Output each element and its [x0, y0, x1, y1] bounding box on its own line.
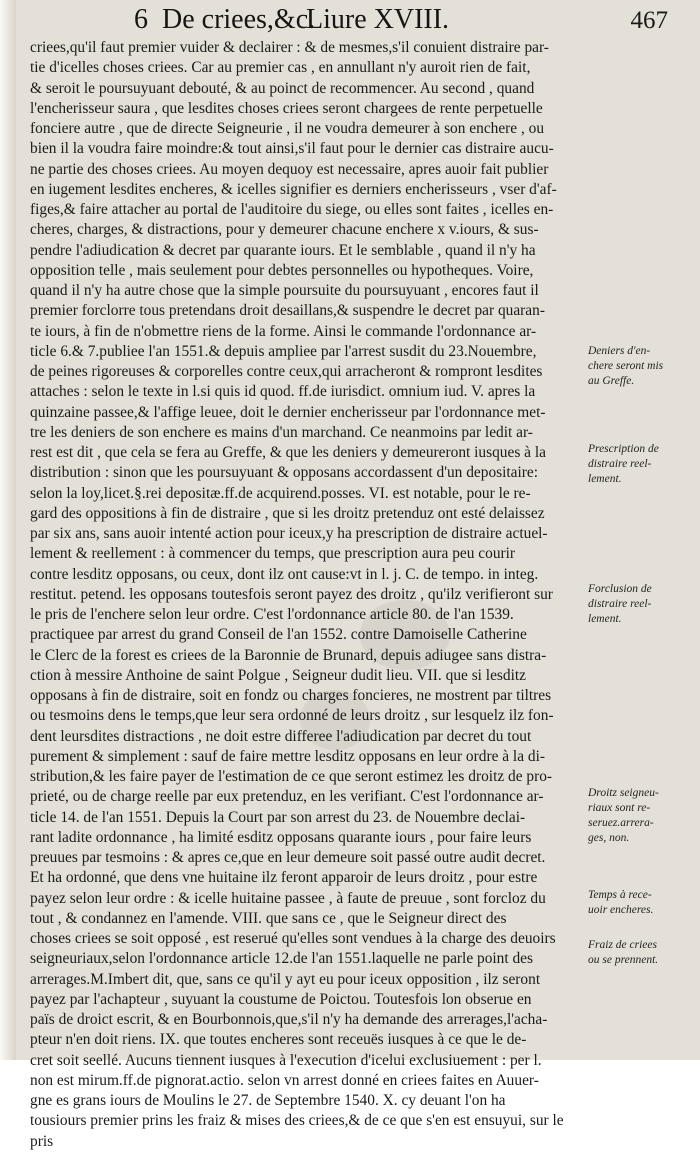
- marginal-note-line: ges, non.: [588, 832, 630, 844]
- text-line: prieté, ou de charge reelle par eux pretenduz, en les verifiant. C'est l'ordonnance ar-: [30, 788, 544, 806]
- text-line: ticle 6.& 7.publiee l'an 1551.& depuis ampliee par l'arrest susdit du 23.Nouembre,: [30, 342, 537, 360]
- text-line: purement & simplement : sauf de faire mettre lesditz opposans en leur ordre à la di-: [30, 747, 545, 765]
- marginal-note: [588, 888, 696, 918]
- text-line: pteur n'en doit riens. IX. que toutes encheres sont receuës iusques à ce que le de-: [30, 1031, 527, 1049]
- marginal-note: [588, 582, 696, 627]
- text-line: cret soit seellé. Aucuns tiennent iusques à l'execution d'icelui exclusiuement : per l.: [30, 1051, 542, 1069]
- text-line: ne partie des choses criees. Au moyen dequoy est necessaire, apres auoir fait publier: [30, 160, 549, 178]
- text-line: le pris de l'enchere selon leur ordre. C'est l'ordonnance article 80. de l'an 1539.: [30, 606, 514, 623]
- text-line: quand il n'y ha autre chose que la simple poursuite du poursuyuant , encores faut il: [30, 282, 539, 299]
- marginal-note-line: ou se prennent.: [588, 954, 659, 966]
- text-line: dent leursdites distractions , ne doit estre differee l'adiudication par decret du tout: [30, 727, 532, 745]
- text-line: choses criees se soit opposé , est reserué qu'elles sont vendues à la charge des deuoirs: [30, 930, 556, 947]
- text-line: pendre l'adiudication & decret par quarante iours. Et le semblable , quand il n'y ha: [30, 241, 536, 259]
- marginal-note: [588, 442, 696, 487]
- text-line: contre lesditz opposans, ou ceux, dont ilz ont cause:vt in l. j. C. de tempo. in integ.: [30, 565, 539, 583]
- text-line: criees,qu'il faut premier vuider & declairer : & de mesmes,s'il conuient distraire par-: [30, 39, 549, 56]
- text-line: preuues par tesmoins : & apres ce,que en leur demeure soit passé outre audit decret.: [30, 849, 546, 866]
- text-line: l'encherisseur saura , que lesdites choses criees seront chargees de rente perpetuelle: [30, 99, 543, 117]
- marginal-note-line: seruez.arrera-: [588, 817, 654, 829]
- text-line: le Clerc de la forest es criees de la Baronnie de Brunard, depuis adiugee sans distra-: [30, 646, 547, 664]
- text-line: pris: [30, 1132, 54, 1150]
- marginal-note-line: uoir encheres.: [588, 904, 654, 916]
- marginal-note-line: Forclusion de: [588, 583, 652, 595]
- text-line: de peines rigoreuses & corporelles contre ceux,qui arracheront & rompront lesdites: [30, 363, 543, 380]
- text-line: attaches : selon le texte in l.si quis id quod. ff.de iurisdict. omnium iud. V. apres la: [30, 383, 536, 401]
- text-line: rest est dit , que cela se fera au Greffe, & que les deniers y demeureront iusques à la: [30, 444, 546, 461]
- text-line: fonciere autre , que de directe Seigneurie , il ne voudra demeurer à son enchere , ou: [30, 120, 545, 137]
- marginal-note: [588, 344, 696, 389]
- text-line: cheres, charges, & distractions, pour y demeurer chacune enchere x v.iours, & sus-: [30, 221, 539, 239]
- text-line: distribution : sinon que les poursuyuant & opposans accordassent d'un depositaire:: [30, 464, 539, 482]
- marginal-note: [588, 938, 696, 968]
- text-line: gne es grans iours de Moulins le 27. de Septembre 1540. X. cy deuant l'on ha: [30, 1092, 506, 1109]
- text-line: practiquee par arrest du grand Conseil de l'an 1552. contre Damoiselle Catherine: [30, 626, 527, 644]
- text-line: payez selon leur ordre : & icelle huitaine passee , à faute de preuue , sont forcloz du: [30, 889, 546, 907]
- marginal-note-line: distraire reel-: [588, 458, 652, 470]
- text-line: non est mirum.ff.de pignorat.actio. selon vn arrest donné en criees faites en Auuer-: [30, 1071, 539, 1089]
- text-line: ticle 14. de l'an 1551. Depuis la Court par son arrest du 23. de Nouembre declai-: [30, 808, 526, 826]
- text-line: gard des oppositions à fin de distraire , que si les droitz pretenduz ont esté delaissez: [30, 504, 545, 522]
- text-line: quinzaine passee,& l'affige leuee, doit le dernier encherisseur par l'ordonnance met-: [30, 403, 546, 421]
- running-title: De criees,&c.: [162, 4, 316, 35]
- marginal-note-line: distraire reel-: [588, 598, 652, 610]
- page-gutter: [0, 0, 16, 1060]
- text-line: figes,& faire attacher au portal de l'auditoire du siege, ou elles sont faites , icelles en-: [30, 201, 554, 218]
- text-line: Et ha ordonné, que dens vne huitaine ilz feront apparoir de leurs droitz , pour estre: [30, 869, 538, 887]
- text-line: te iours, à fin de n'obmettre riens de la forme. Ainsi le commande l'ordonnance ar-: [30, 322, 537, 340]
- text-line: païs de droict escrit, & en Bourbonnois,que,s'il n'y ha demande des arrerages,l'acha-: [30, 1011, 548, 1028]
- text-line: tre les deniers de son enchere es mains d'un marchand. Ce neanmoins par ledit ar-: [30, 423, 533, 441]
- marginal-note-line: Prescription de: [588, 443, 659, 455]
- marginal-note-line: Temps à rece-: [588, 889, 652, 901]
- text-line: tie d'icelles choses criees. Car au premier cas , en annullant n'y auroit rien de fait,: [30, 59, 531, 77]
- text-line: stribution,& les faire payer de l'estimation de ce que seront estimez les droitz de pro-: [30, 768, 553, 785]
- text-line: opposans à fin de distraire, soit en fondz ou charges foncieres, ne mostrent par tiltres: [30, 687, 552, 704]
- text-line: par six ans, sans auoir intenté action pour iceux,y ha prescription de distraire actuel-: [30, 525, 548, 542]
- text-line: seigneuriaux,selon l'ordonnance article 12.de l'an 1551.laquelle ne parle point des: [30, 950, 534, 968]
- body-text: [30, 38, 584, 1152]
- text-line: payez par l'achapteur , suyuant la coustume de Poictou. Toutesfois lon obserue en: [30, 990, 532, 1008]
- marginal-note-line: chere seront mis: [588, 360, 664, 372]
- text-line: selon la loy,licet.§.rei depositæ.ff.de acquirend.posses. VI. est notable, pour le re-: [30, 484, 531, 502]
- text-line: ou tesmoins dens le temps,que leur sera ordonné de leurs droitz , sur lesquelz ilz fon-: [30, 707, 554, 725]
- marginal-note-line: lement.: [588, 473, 622, 485]
- text-line: tousiours premier prins les fraiz & mises des criees,& de ce que s'en est ensuyui, sur le: [30, 1112, 564, 1130]
- text-line: tout , & condannez en l'amende. VIII. que sans ce , que le Seigneur direct des: [30, 909, 507, 927]
- signature-mark: 6: [134, 4, 148, 35]
- text-line: ction à messire Anthoine de saint Polgue , Seigneur dudit lieu. VII. que si lesditz: [30, 666, 526, 684]
- marginal-note-line: lement.: [588, 613, 622, 625]
- text-line: arrerages.M.Imbert dit, que, sans ce qu'il y ayt eu pour iceux opposition , ilz seront: [30, 970, 541, 988]
- marginal-note-line: au Greffe.: [588, 375, 635, 387]
- text-line: restitut. petend. les opposans toutesfois seront payez des droitz , qu'ilz verifieront sur: [30, 585, 553, 603]
- marginal-note-line: Fraiz de criees: [588, 939, 657, 951]
- text-line: en iugement lesdites encheres, & icelles signifier es derniers encherisseurs , vser d'af-: [30, 180, 557, 198]
- running-head: [134, 2, 604, 38]
- text-line: rant ladite ordonnance , ha limité esditz opposans quarante iours , pour faire leurs: [30, 828, 532, 846]
- text-line: opposition telle , mais seulement pour debtes personnelles ou hypotheques. Voire,: [30, 261, 534, 279]
- text-line: lement & reellement : à commencer du temps, que prescription aura peu courir: [30, 545, 516, 563]
- marginal-note-line: riaux sont re-: [588, 802, 651, 814]
- text-line: & seroit le poursuyuant debouté, & au poinct de recommencer. Au second , quand: [30, 79, 535, 97]
- marginal-note: [588, 786, 696, 846]
- page-number: 467: [630, 7, 668, 34]
- marginal-note-line: Deniers d'en-: [588, 345, 651, 357]
- text-line: premier forclorre tous pretendans droit desaillans,& suspendre le decret par quaran-: [30, 302, 545, 320]
- marginal-note-line: Droitz seigneu-: [588, 787, 659, 799]
- book-label: Liure XVIII.: [306, 4, 450, 35]
- text-line: bien il la voudra faire moindre:& tout ainsi,s'il faut pour le dernier cas distraire aucu-: [30, 140, 554, 158]
